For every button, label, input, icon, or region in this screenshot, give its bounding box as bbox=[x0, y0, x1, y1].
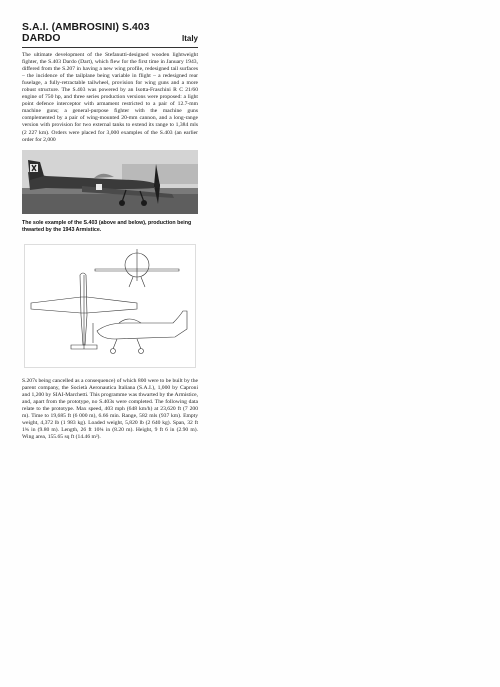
entry-title-line1: S.A.I. (AMBROSINI) S.403 bbox=[22, 22, 150, 33]
article-paragraph-1: The ultimate development of the Stefanutti-designed wooden lightweight fighter, the S.403 Dardo (Dart), which flew for the first time in January 1943, differed from the S.207 in having a new wing profile, redesigned tail surfaces – the incidence of the tailplane being variable in flight – a redesigned rear fuselage, a fully-retractable tailwheel, provision for wing guns and a more robust structure. The S.403 was powered by an Isotta-Fraschini R C 21/60 engine of 750 hp, and three series production versions were proposed: a light point defence interceptor with armament restricted to a pair of 12.7-mm machine guns; a general-purpose fighter with the machine guns complemented by a pair of wing-mounted 20-mm cannon, and a long-range version with provision for two external tanks to extend its range to 1,384 mls (2 227 km). Orders were placed for 3,000 examples of the S.403 (an earlier order for 2,000 bbox=[22, 52, 198, 143]
aircraft-photo bbox=[22, 150, 198, 214]
photo-caption: The sole example of the S.403 (above and below), production being thwarted by the 1943 Armistice. bbox=[22, 219, 192, 233]
three-view-drawing-image bbox=[25, 245, 195, 367]
entry-title bbox=[22, 22, 198, 44]
country-label: Italy bbox=[181, 34, 198, 43]
entry-header bbox=[22, 22, 198, 44]
entry-title-line2: DARDO bbox=[22, 33, 61, 44]
article-paragraph-2: S.207s being cancelled as a consequence) of which 800 were to be built by the parent company, the Società Aeronautica Italiana (S.A.I.), 1,000 by Caproni and 1,200 by SIAI-Marchetti. This programme was thwarted by the Armistice, and, apart from the prototype, no S.403s were completed. The following data relate to the prototype. Max speed, 403 mph (648 km/h) at 23,620 ft (7 200 m). Time to 19,685 ft (6 000 m), 6.66 min. Range, 582 mls (937 km). Empty weight, 4,372 lb (1 983 kg). Loaded weight, 5,820 lb (2 640 kg). Span, 32 ft 1¾ in (9.80 m). Length, 26 ft 10¾ in (8.20 m). Height, 9 ft 6 in (2.90 m). Wing area, 155.65 sq ft (14.46 m²). bbox=[22, 377, 198, 440]
aircraft-photo-image bbox=[22, 150, 198, 214]
three-view-drawing bbox=[24, 244, 196, 368]
header-rule bbox=[22, 47, 198, 48]
aircraft-entry bbox=[22, 22, 198, 441]
